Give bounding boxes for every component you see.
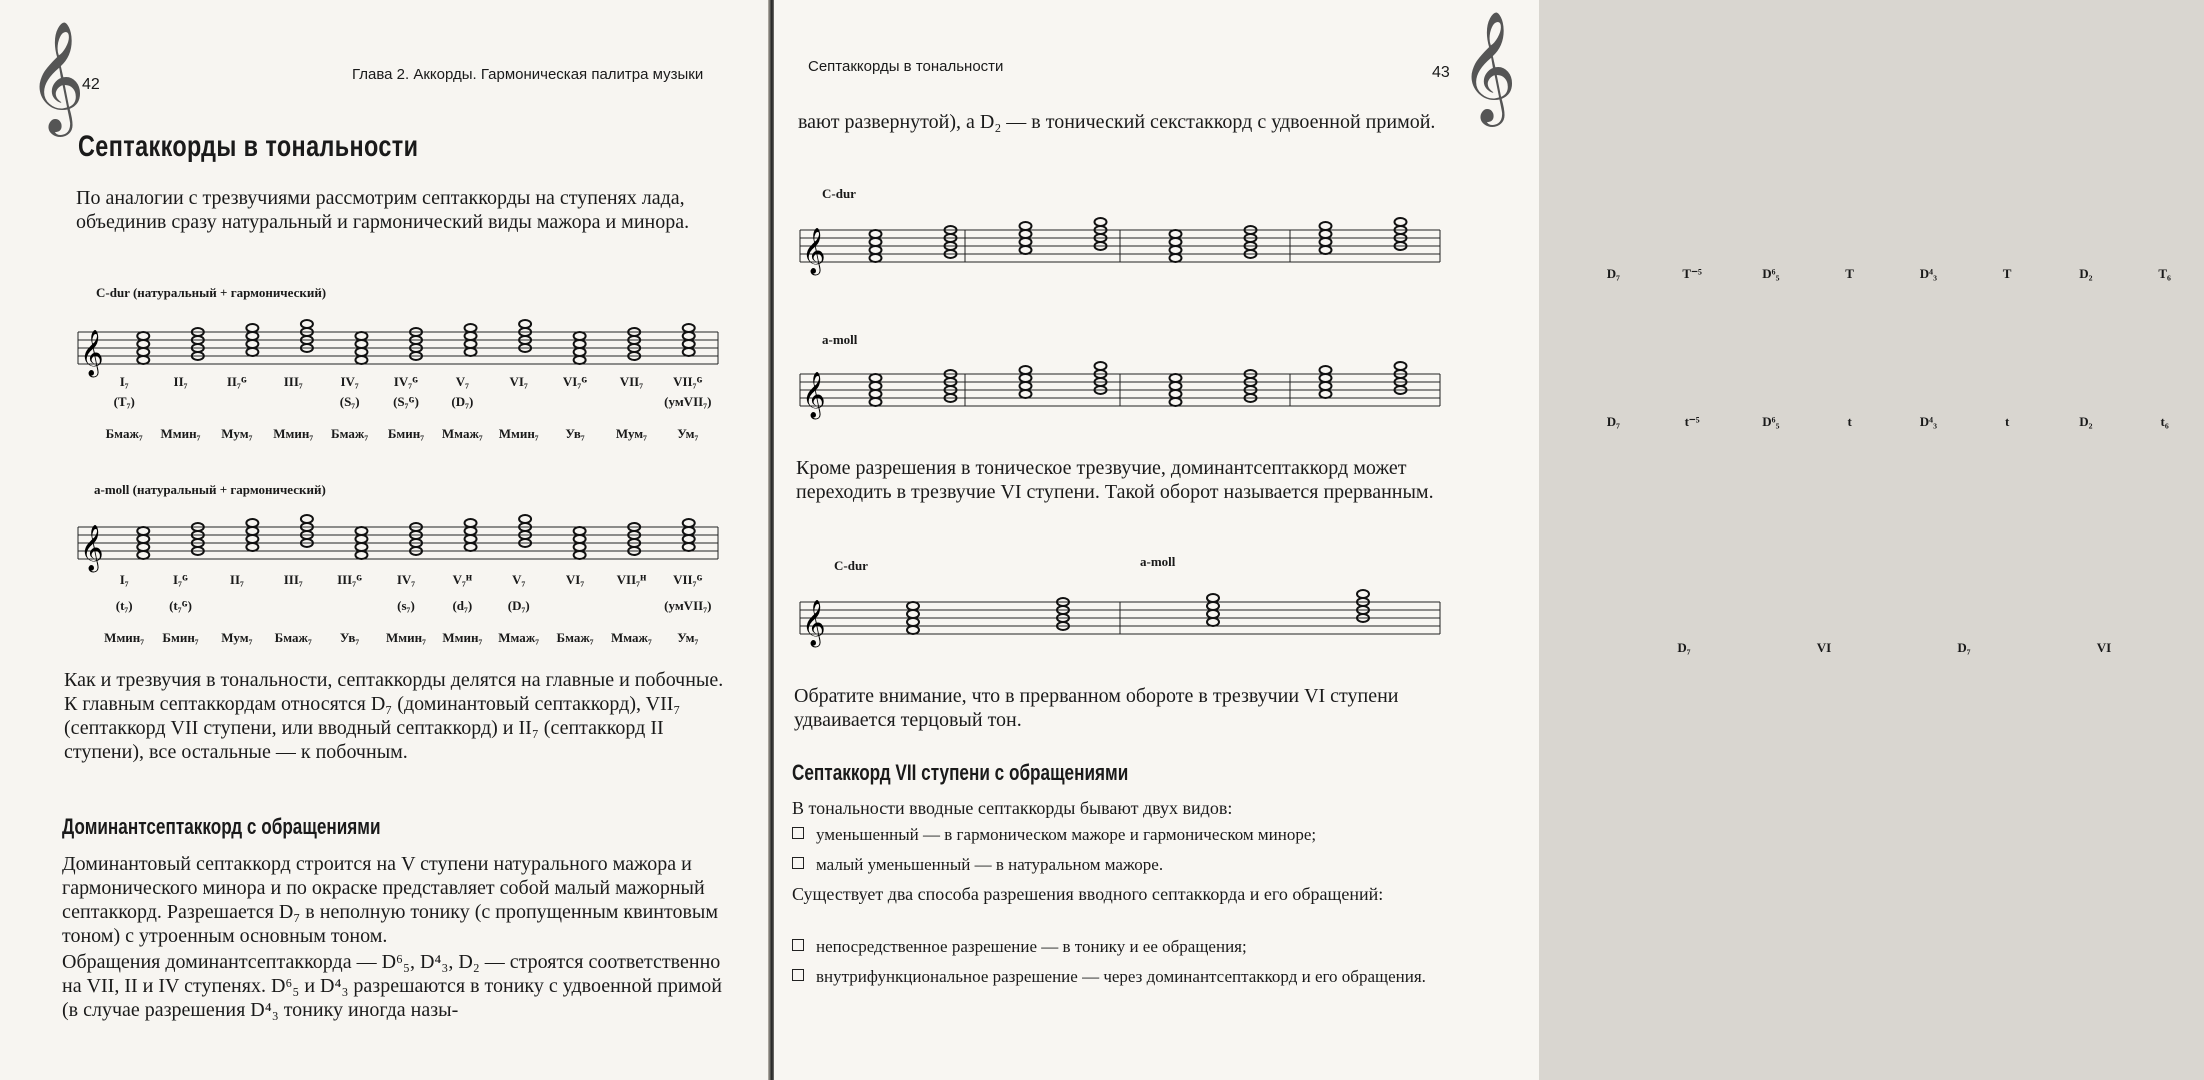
- chord-type-label: Мум₇: [221, 630, 253, 645]
- page-number: 43: [1432, 64, 1450, 81]
- note-head: [1020, 238, 1032, 246]
- checkbox-bullet-icon: [792, 857, 804, 869]
- music-staff: [78, 515, 728, 575]
- treble-clef-icon: 𝄞: [80, 525, 104, 571]
- note-head: [465, 340, 477, 348]
- amoll-label: a-moll (натуральный + гармонический): [94, 482, 326, 497]
- harmonic-symbol: D₂: [2079, 414, 2093, 429]
- chord-type-label: Бмин₇: [387, 426, 425, 441]
- note-head: [574, 551, 586, 559]
- note-head: [1320, 374, 1332, 382]
- note-head: [465, 332, 477, 340]
- note-head: [907, 626, 919, 634]
- note-head: [246, 527, 258, 535]
- ex1-label: C-dur: [822, 186, 856, 201]
- harmonic-symbol: T: [1845, 266, 1854, 281]
- note-head: [683, 543, 695, 551]
- bullet-text: уменьшенный — в гармоническом мажоре и гармоническом миноре;: [816, 825, 1317, 844]
- note-head: [1020, 366, 1032, 374]
- note-head: [1170, 374, 1182, 382]
- treble-clef-icon: 𝄞: [802, 228, 826, 274]
- function-label: (D₇): [451, 394, 474, 409]
- function-label: (d₇): [452, 598, 473, 613]
- note-head: [246, 535, 258, 543]
- left-page: [0, 0, 770, 1080]
- running-head: Глава 2. Аккорды. Гармоническая палитра музыки: [352, 66, 704, 83]
- note-head: [1320, 366, 1332, 374]
- function-label: (t₇): [115, 598, 133, 613]
- harmonic-symbol: t⁻⁵: [1684, 414, 1700, 429]
- note-head: [355, 356, 367, 364]
- harmonic-symbol: VI: [1816, 640, 1832, 655]
- treble-clef-icon: 𝄞: [28, 20, 85, 132]
- harmonic-symbol: T: [2002, 266, 2012, 281]
- degree-label: VII₇ᴳ: [673, 374, 703, 389]
- note-head: [246, 519, 258, 527]
- degree-label: VI₇: [509, 374, 528, 389]
- function-label: (S₇ᴳ): [393, 394, 419, 409]
- note-head: [137, 535, 149, 543]
- resolution-paragraph: Существует два способа разрешения вводного септаккорда и его обращений:: [792, 884, 1384, 904]
- deceptive-text: Кроме разрешения в тоническое трезвучие, доминантсептаккорд может переходить в трезвучие VI ступени. Такой оборот называется прерванным.: [796, 457, 1434, 503]
- chord-type-label: Ум₇: [677, 426, 699, 441]
- chord-type-label: Ув₇: [565, 426, 585, 441]
- note-head: [574, 332, 586, 340]
- function-label: (S₇): [339, 394, 360, 409]
- chord-type-label: Ммин₇: [442, 630, 483, 645]
- note-head: [907, 610, 919, 618]
- harmonic-symbol: t: [2004, 414, 2010, 429]
- harmonic-symbol: D⁴₃: [1919, 266, 1937, 281]
- chord-type-label: Ув₇: [339, 630, 360, 645]
- note-head: [1020, 246, 1032, 254]
- note-head: [683, 332, 695, 340]
- note-head: [519, 515, 531, 523]
- note-head: [907, 602, 919, 610]
- amoll-staff: [78, 515, 728, 575]
- chord-type-label: Бмаж₇: [105, 426, 143, 441]
- note-head: [355, 551, 367, 559]
- note-head: [1170, 238, 1182, 246]
- note-head: [137, 543, 149, 551]
- note-head: [574, 543, 586, 551]
- degree-label: VII₇ᴴ: [616, 572, 647, 587]
- right-page: [774, 0, 2171, 1080]
- chord-type-label: Ммин₇: [160, 426, 201, 441]
- harmonic-symbol: D⁴₃: [1919, 414, 1937, 429]
- note-head: [1320, 238, 1332, 246]
- note-head: [137, 527, 149, 535]
- degree-label: III₇: [283, 572, 303, 587]
- degree-label: V₇: [455, 374, 469, 389]
- checkbox-bullet-icon: [792, 969, 804, 981]
- inversions-paragraph: Обращения доминантсептаккорда — D⁶₅, D⁴₃, D₂ — строятся соответственно на VII, II и IV ступенях. D⁶₅ и D⁴₃ разрешаются в тонику с удвоенной примой (в случае разрешения D⁴₃ тонику иногда назы-: [62, 951, 722, 1021]
- note-head: [1020, 390, 1032, 398]
- note-head: [1320, 222, 1332, 230]
- page-title: Септаккорды в тональности: [78, 130, 419, 163]
- note-head: [1170, 382, 1182, 390]
- degree-label: I₇: [119, 572, 129, 587]
- note-head: [1095, 362, 1107, 370]
- note-head: [246, 332, 258, 340]
- function-label: (умVII₇): [664, 598, 712, 613]
- chord-type-label: Ммаж₇: [611, 630, 652, 645]
- note-head: [465, 527, 477, 535]
- note-head: [1207, 610, 1219, 618]
- note-head: [907, 618, 919, 626]
- note-head: [1395, 218, 1407, 226]
- degree-label: VII₇ᴳ: [673, 572, 703, 587]
- harmonic-symbol: T₆: [2158, 266, 2171, 281]
- chord-type-label: Ммин₇: [104, 630, 145, 645]
- dominant-paragraph: Доминантовый септаккорд строится на V ступени натурального мажора и гармонического минора и по окраске представляет собой малый мажорный септаккорд. Разрешается D₇ в неполную тонику (с пропущенным квинтовым тоном) с утроенным основным тоном.: [62, 853, 719, 947]
- note-head: [683, 340, 695, 348]
- treble-clef-icon: 𝄞: [1460, 10, 1517, 122]
- note-head: [870, 254, 882, 262]
- note-head: [574, 348, 586, 356]
- section-heading-dominant: Доминантсептаккорд с обращениями: [62, 814, 381, 839]
- degree-label: IV₇: [340, 374, 359, 389]
- degree-label: VI₇ᴳ: [562, 374, 588, 389]
- note-head: [137, 332, 149, 340]
- cdur-label: C-dur (натуральный + гармонический): [96, 285, 327, 300]
- note-head: [1020, 382, 1032, 390]
- bullet-text: внутрифункциональное разрешение — через доминантсептаккорд и его обращения.: [816, 967, 1426, 986]
- note-head: [683, 348, 695, 356]
- attention-paragraph: Обратите внимание, что в прерванном обороте в трезвучии VI ступени удваивается терцовый тон.: [794, 685, 1399, 731]
- degree-label: VII₇: [619, 374, 644, 389]
- note-head: [355, 332, 367, 340]
- note-head: [1020, 230, 1032, 238]
- checkbox-bullet-icon: [792, 827, 804, 839]
- bullet-text: непосредственное разрешение — в тонику и ее обращения;: [816, 937, 1247, 956]
- note-head: [1170, 390, 1182, 398]
- ex1-staff: [800, 218, 1450, 278]
- note-head: [1020, 374, 1032, 382]
- note-head: [246, 324, 258, 332]
- chord-type-label: Ммаж₇: [498, 630, 540, 645]
- chord-type-label: Ммин₇: [385, 630, 426, 645]
- treble-clef-icon: 𝄞: [802, 372, 826, 418]
- note-head: [465, 324, 477, 332]
- running-head: Септаккорды в тональности: [808, 58, 1004, 75]
- note-head: [137, 348, 149, 356]
- degree-label: II₇: [229, 572, 244, 587]
- chord-type-label: Ммаж₇: [441, 426, 483, 441]
- music-staff: [78, 320, 728, 380]
- bullet-text: малый уменьшенный — в натуральном мажоре.: [816, 855, 1164, 874]
- note-head: [683, 535, 695, 543]
- degree-label: III₇: [283, 374, 303, 389]
- note-head: [683, 519, 695, 527]
- note-head: [683, 527, 695, 535]
- function-label: (t₇ᴳ): [169, 598, 192, 613]
- note-head: [246, 348, 258, 356]
- note-head: [1320, 230, 1332, 238]
- harmonic-symbol: D₂: [2079, 266, 2093, 281]
- degree-label: IV₇: [396, 572, 416, 587]
- note-head: [574, 527, 586, 535]
- note-head: [870, 398, 882, 406]
- music-staff: [800, 590, 1450, 650]
- note-head: [574, 356, 586, 364]
- note-head: [465, 348, 477, 356]
- function-label: (D₇): [507, 598, 530, 613]
- harmonic-symbol: D⁶₅: [1762, 414, 1780, 429]
- chord-type-label: Бмаж₇: [331, 426, 369, 441]
- main-chords-paragraph: Как и трезвучия в тональности, септаккорды делятся на главные и побочные. К главным септаккордам относятся D₇ (доминантовый септаккорд), VII₇ (септаккорд VII ступени, или вводный септаккорд) и II₇ (септаккорд II ступени), все остальные — к побочным.: [64, 669, 724, 763]
- chord-type-label: Ммин₇: [273, 426, 314, 441]
- degree-label: VI₇: [565, 572, 585, 587]
- bullet-item: [792, 967, 1426, 987]
- chord-type-label: Мум₇: [615, 426, 648, 441]
- note-head: [1170, 230, 1182, 238]
- note-head: [1170, 246, 1182, 254]
- vii-intro: В тональности вводные септаккорды бывают двух видов:: [792, 798, 1233, 818]
- note-head: [301, 515, 313, 523]
- degree-label: II₇ᴳ: [226, 374, 247, 389]
- harmonic-symbol: D₇: [1606, 266, 1621, 281]
- music-staff: [800, 362, 1450, 422]
- harmonic-symbol: D₇: [1957, 640, 1971, 655]
- note-head: [137, 340, 149, 348]
- note-head: [1207, 618, 1219, 626]
- note-head: [870, 390, 882, 398]
- harmonic-symbol: VI: [2096, 640, 2112, 655]
- ex3-label-amoll: a-moll: [1140, 554, 1176, 569]
- treble-clef-icon: 𝄞: [802, 600, 826, 646]
- ex2-staff: [800, 362, 1450, 422]
- ex2-label: a-moll: [822, 332, 858, 347]
- note-head: [870, 230, 882, 238]
- note-head: [465, 519, 477, 527]
- checkbox-bullet-icon: [792, 939, 804, 951]
- chord-type-label: Бмаж₇: [556, 630, 594, 645]
- treble-clef-icon: 𝄞: [80, 330, 104, 376]
- note-head: [870, 382, 882, 390]
- note-head: [137, 356, 149, 364]
- chord-type-label: Ммин₇: [498, 426, 539, 441]
- note-head: [1207, 602, 1219, 610]
- note-head: [1207, 594, 1219, 602]
- note-head: [301, 320, 313, 328]
- bullet-item: [792, 855, 1163, 875]
- deceptive-paragraph: [796, 456, 1466, 504]
- cdur-staff: [78, 320, 728, 380]
- bullet-item: [792, 937, 1247, 957]
- note-head: [465, 543, 477, 551]
- chord-type-label: Мум₇: [221, 426, 253, 441]
- note-head: [465, 535, 477, 543]
- section-heading-vii: Септаккорд VII ступени с обращениями: [792, 760, 1129, 785]
- note-head: [574, 340, 586, 348]
- intro-paragraph: По аналогии с трезвучиями рассмотрим септаккорды на ступенях лада, объединив сразу натуральный и гармонический виды мажора и минора.: [76, 187, 690, 233]
- note-head: [1320, 246, 1332, 254]
- note-head: [246, 340, 258, 348]
- harmonic-symbol: T⁻⁵: [1682, 266, 1702, 281]
- harmonic-symbol: t: [1847, 414, 1852, 429]
- continuation-paragraph: вают развернутой), а D₂ — в тонический секстаккорд с удвоенной примой.: [798, 111, 1436, 133]
- music-staff: [800, 218, 1450, 278]
- note-head: [355, 543, 367, 551]
- harmonic-symbol: D₇: [1677, 640, 1691, 655]
- note-head: [683, 324, 695, 332]
- note-head: [1357, 590, 1369, 598]
- function-label: (умVII₇): [664, 394, 712, 409]
- harmonic-symbol: D₇: [1606, 414, 1621, 429]
- note-head: [1020, 222, 1032, 230]
- note-head: [870, 374, 882, 382]
- note-head: [137, 551, 149, 559]
- bullet-item: [792, 825, 1316, 845]
- note-head: [1395, 362, 1407, 370]
- note-head: [1170, 398, 1182, 406]
- note-head: [1170, 254, 1182, 262]
- note-head: [355, 340, 367, 348]
- note-head: [1320, 382, 1332, 390]
- harmonic-symbol: D⁶₅: [1762, 266, 1780, 281]
- note-head: [355, 535, 367, 543]
- degree-label: V₇ᴴ: [452, 572, 473, 587]
- note-head: [1320, 390, 1332, 398]
- note-head: [246, 543, 258, 551]
- note-head: [870, 238, 882, 246]
- note-head: [355, 527, 367, 535]
- function-label: (s₇): [397, 598, 415, 613]
- harmonic-symbol: t₆: [2160, 414, 2169, 429]
- degree-label: I₇ᴳ: [173, 572, 189, 587]
- page-number: 42: [82, 76, 100, 93]
- degree-label: II₇: [173, 374, 188, 389]
- degree-label: III₇ᴳ: [337, 572, 363, 587]
- ex3-staff: [800, 590, 1450, 650]
- note-head: [574, 535, 586, 543]
- degree-label: V₇: [512, 572, 526, 587]
- function-label: (T₇): [113, 394, 135, 409]
- note-head: [355, 348, 367, 356]
- degree-label: I₇: [119, 374, 129, 389]
- ex3-label-cdur: C-dur: [834, 558, 868, 573]
- note-head: [1095, 218, 1107, 226]
- note-head: [870, 246, 882, 254]
- degree-label: IV₇ᴳ: [393, 374, 419, 389]
- chord-type-label: Бмаж₇: [274, 630, 312, 645]
- chord-type-label: Бмин₇: [162, 630, 199, 645]
- chord-type-label: Ум₇: [677, 630, 699, 645]
- note-head: [519, 320, 531, 328]
